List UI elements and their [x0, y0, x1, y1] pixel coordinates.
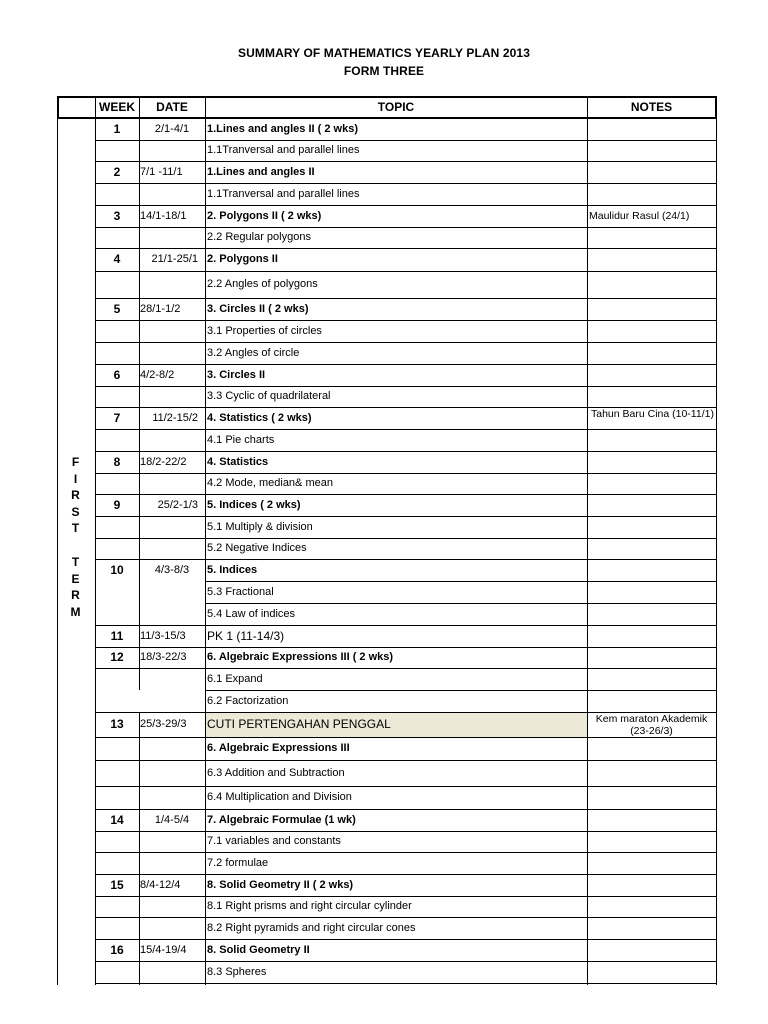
row-divider — [95, 939, 716, 940]
row-divider — [205, 690, 716, 691]
row-divider — [95, 342, 716, 343]
topic-item: 3.2 Angles of circle — [207, 346, 300, 359]
week-date: 7/1 -11/1 — [140, 165, 183, 178]
term-label-letter: E — [71, 571, 80, 586]
week-date: 4/2-8/2 — [140, 368, 175, 381]
row-divider — [95, 320, 716, 321]
week-number: 3 — [113, 208, 121, 223]
week-date: 14/1-18/1 — [140, 209, 187, 222]
row-divider — [95, 896, 716, 897]
topic-heading: 4. Statistics — [207, 455, 269, 468]
row-divider — [95, 786, 716, 787]
header-left-border — [57, 96, 59, 118]
week-date: 11/3-15/3 — [140, 629, 186, 642]
topic-item: 3.1 Properties of circles — [207, 324, 322, 337]
header-week: WEEK — [99, 99, 135, 114]
topic-item: 4.2 Mode, median& mean — [207, 477, 333, 489]
topic-item: 5.2 Negative Indices — [207, 542, 307, 554]
note-text — [587, 713, 716, 737]
row-divider — [95, 227, 716, 228]
row-divider — [95, 516, 716, 517]
week-number: 6 — [113, 367, 121, 382]
term-label-letter: T — [71, 521, 80, 535]
row-divider — [95, 183, 716, 184]
row-divider — [95, 874, 716, 875]
header-notes: NOTES — [630, 99, 673, 114]
topic-item: 8.1 Right prisms and right circular cylinder — [207, 900, 412, 912]
row-divider — [205, 603, 716, 604]
week-number: 4 — [113, 252, 121, 266]
topic-heading: 8. Solid Geometry II — [207, 943, 310, 956]
week-date: 18/2-22/2 — [140, 455, 187, 468]
term-label-letter: S — [71, 504, 80, 519]
row-divider — [95, 161, 716, 162]
header-bottom-border — [57, 117, 716, 119]
week-number: 9 — [113, 497, 121, 512]
topic-heading: 5. Indices — [207, 563, 258, 576]
row-divider — [95, 429, 716, 430]
notes-column-right — [716, 118, 717, 985]
note-text: Maulidur Rasul (24/1) — [589, 209, 690, 222]
note-line: (23-26/3) — [630, 725, 673, 737]
topic-heading: 1.Lines and angles II ( 2 wks) — [207, 122, 358, 135]
topic-item: 5.4 Law of indices — [207, 607, 296, 620]
row-divider — [95, 668, 716, 669]
term-label-letter: R — [71, 488, 80, 502]
term-label-letter: M — [70, 604, 81, 619]
row-divider — [95, 961, 716, 962]
date-column-left — [139, 118, 140, 690]
topic-item: 4.1 Pie charts — [207, 433, 275, 446]
note-line: Kem maraton Akademik — [595, 713, 708, 725]
topic-item: 8.3 Spheres — [207, 965, 267, 978]
topic-item: 7.1 variables and constants — [207, 835, 341, 847]
topic-heading: 3. Circles II ( 2 wks) — [207, 302, 309, 315]
header-topic: TOPIC — [377, 99, 415, 114]
topic-heading: 4. Statistics ( 2 wks) — [207, 411, 312, 424]
row-divider — [95, 647, 716, 648]
row-divider — [95, 559, 716, 560]
week-date: 28/1-1/2 — [140, 302, 181, 315]
week-number: 1 — [113, 121, 121, 136]
row-divider — [95, 140, 716, 141]
topic-item: 7.2 formulae — [207, 856, 269, 869]
topic-item: 2.2 Angles of polygons — [207, 278, 318, 290]
row-divider — [95, 473, 716, 474]
topic-heading: 2. Polygons II — [207, 253, 278, 265]
week-number: 13 — [110, 717, 124, 731]
row-divider — [95, 451, 716, 452]
week-date: 8/4-12/4 — [140, 878, 181, 891]
topic-item: 8.2 Right pyramids and right circular cones — [207, 921, 416, 934]
row-divider — [95, 248, 716, 249]
week-date: 18/3-22/3 — [140, 651, 187, 663]
week-number: 7 — [113, 410, 121, 425]
row-divider — [95, 538, 716, 539]
topic-item: 6.4 Multiplication and Division — [207, 791, 352, 803]
topic-heading: 8. Solid Geometry II ( 2 wks) — [207, 878, 354, 891]
week-number: 5 — [113, 301, 121, 316]
row-divider — [95, 364, 716, 365]
header-date: DATE — [156, 99, 188, 114]
row-divider — [95, 494, 716, 495]
week-date: 21/1-25/1 — [151, 253, 198, 265]
row-divider — [95, 852, 716, 853]
week-number: 8 — [113, 454, 121, 469]
topic-item: 6.2 Factorization — [207, 694, 289, 707]
week-number: 14 — [110, 812, 124, 827]
row-divider — [95, 831, 716, 832]
topic-heading: 3. Circles II — [207, 368, 266, 381]
week-number: 10 — [110, 562, 124, 577]
topic-heading: 1.Lines and angles II — [207, 165, 315, 178]
topic-item: PK 1 (11-14/3) — [207, 628, 285, 643]
week-date: 15/4-19/4 — [140, 943, 187, 956]
topic-item: 6.3 Addition and Subtraction — [207, 766, 345, 779]
week-number: 11 — [110, 628, 124, 643]
week-date: 11/2-15/2 — [152, 411, 198, 424]
week-date: 1/4-5/4 — [154, 813, 190, 826]
topic-heading: 6. Algebraic Expressions III — [207, 742, 350, 754]
document-title: SUMMARY OF MATHEMATICS YEARLY PLAN 2013 — [238, 46, 530, 60]
row-divider — [95, 760, 716, 761]
row-divider — [205, 581, 716, 582]
topic-item: 3.3 Cyclic of quadrilateral — [207, 390, 331, 402]
week-number: 15 — [110, 877, 124, 892]
week-date: 4/3-8/3 — [154, 563, 190, 576]
row-divider — [95, 737, 716, 738]
week-date: 2/1-4/1 — [154, 122, 190, 135]
topic-item: 6.1 Expand — [207, 672, 263, 685]
topic-heading: 5. Indices ( 2 wks) — [207, 498, 301, 511]
row-divider — [95, 809, 716, 810]
week-number: 16 — [110, 942, 124, 957]
term-label-letter: R — [71, 588, 80, 602]
week-number: 2 — [113, 164, 121, 179]
topic-item: CUTI PERTENGAHAN PENGGAL — [207, 717, 391, 731]
row-divider — [95, 386, 716, 387]
topic-item: 2.2 Regular polygons — [207, 231, 311, 243]
topic-item: 5.3 Fractional — [207, 585, 274, 598]
term-label-letter: T — [71, 555, 80, 569]
week-date: 25/3-29/3 — [140, 718, 187, 730]
row-divider — [95, 625, 716, 626]
week-number: 12 — [110, 650, 124, 664]
topic-item: 1.1Tranversal and parallel lines — [207, 187, 360, 200]
row-divider — [95, 205, 716, 206]
row-divider — [95, 917, 716, 918]
row-divider — [95, 298, 716, 299]
term-label-letter: I — [73, 471, 78, 486]
topic-item: 1.1Tranversal and parallel lines — [207, 144, 360, 156]
document-subtitle: FORM THREE — [343, 64, 425, 78]
topic-heading: 6. Algebraic Expressions III ( 2 wks) — [207, 651, 394, 663]
term-label-letter: F — [71, 455, 80, 469]
topic-heading: 2. Polygons II ( 2 wks) — [207, 209, 322, 222]
row-divider — [95, 271, 716, 272]
topic-item: 5.1 Multiply & division — [207, 520, 313, 533]
week-date: 25/2-1/3 — [157, 498, 198, 511]
row-divider — [95, 983, 716, 984]
note-text: Tahun Baru Cina (10-11/1) — [591, 408, 714, 420]
topic-heading: 7. Algebraic Formulae (1 wk) — [207, 813, 356, 826]
header-top-border — [57, 96, 716, 98]
term-column-left — [57, 118, 58, 985]
